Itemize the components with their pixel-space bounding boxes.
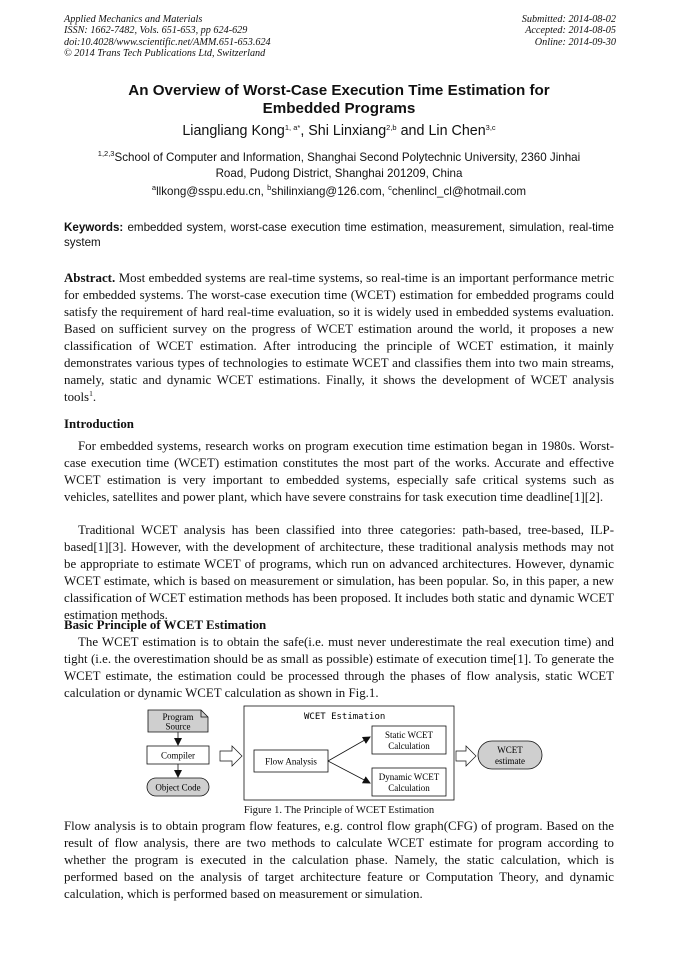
static-wcet-node	[372, 726, 446, 754]
dynamic-wcet-node	[372, 768, 446, 796]
footnote-marker: 1	[89, 389, 93, 398]
title-line-1: An Overview of Worst-Case Execution Time Estimation for	[128, 82, 550, 99]
author-3: Lin Chen	[428, 123, 486, 139]
static-wcet-label-1: Static WCET	[384, 730, 434, 740]
affiliation-line-1: School of Computer and Information, Shanghai Second Polytechnic University, 2360 Jinhai	[114, 151, 581, 164]
basic-principle-paragraph: The WCET estimation is to obtain the safe(i.e. must never underestimate the real execution time) and tight (i.e. the overestimation should be as small as possible) estimate of execution time[1]. To generate the WCET estimate, the estimation could be processed through the phases of flow analysis, static WCET calculation or dynamic WCET calculation as shown in Fig.1.	[64, 635, 614, 700]
block-arrow-in	[220, 746, 242, 766]
flow-analysis-node	[254, 750, 328, 772]
wcet-estimation-group-title: WCET Estimation	[304, 712, 386, 722]
block-arrow-out	[456, 746, 476, 766]
title-line-2: Embedded Programs	[262, 100, 416, 117]
program-source-label-2: Source	[165, 721, 191, 732]
keywords-label: Keywords:	[64, 221, 124, 234]
journal-name: Applied Mechanics and Materials	[64, 14, 203, 25]
journal-doi: doi:10.4028/www.scientific.net/AMM.651-653.624	[64, 36, 271, 48]
abstract	[64, 270, 614, 406]
paper-title	[64, 82, 614, 118]
affiliation-marker: 1,2,3	[97, 149, 115, 158]
figure-caption: Figure 1. The Principle of WCET Estimation	[243, 805, 435, 816]
date-online: Online: 2014-09-30	[534, 36, 616, 48]
introduction-paragraph-1: For embedded systems, research works on program execution time estimation began in 1980s. Worst-case execution time (WCET) estimation constitutes the most part of the works. Accurate and effective WCET estimation is very important to embedded systems, especially safe critical systems such as vehicles, satellites and power plant, which have severe constrains for task execution time deadline[1][2].	[64, 439, 614, 504]
flow-analysis-paragraph: Flow analysis is to obtain program flow features, e.g. control flow graph(CFG) of program. Based on the result of flow analysis, there are two methods to calculate WCET estimate for program according to whether the program is executed in the calculation phase. Namely, the static calculation, which is performed based on the analysis of target architecture feature or Computation Theory, and dynamic calculation, which is performed based on measurement or simulation.	[64, 819, 614, 901]
object-code-node	[147, 778, 209, 796]
email-b: shilinxiang@126.com,	[271, 185, 385, 198]
author-2-marker: 2,b	[386, 123, 397, 132]
flow-analysis-label: Flow Analysis	[265, 756, 317, 767]
email-a-marker: a	[151, 183, 157, 192]
introduction-heading: Introduction	[64, 417, 134, 431]
keywords-text: embedded system, worst-case execution time estimation, measurement, simulation, real-time system	[64, 221, 614, 249]
static-wcet-label-2: Calculation	[388, 741, 430, 751]
date-submitted: Submitted: 2014-08-02	[521, 14, 616, 25]
email-a: llkong@sspu.edu.cn,	[156, 185, 264, 198]
dynamic-wcet-label-2: Calculation	[388, 783, 430, 793]
keywords	[64, 220, 614, 250]
date-accepted: Accepted: 2014-08-05	[525, 25, 616, 37]
email-b-marker: b	[267, 183, 272, 192]
abstract-label: Abstract.	[64, 271, 116, 285]
author-2: Shi Linxiang	[308, 123, 387, 139]
author-1-marker: 1, a*	[284, 123, 301, 132]
author-conjunction: and	[400, 123, 425, 139]
introduction-paragraph-2: Traditional WCET analysis has been classified into three categories: path-based, tree-based, ILP-based[1][3]. However, with the development of architecture, these traditional analysis methods may not be appropriate to estimate WCET of programs, which run on advanced architectures. However, dynamic WCET estimate, which is based on measurement or simulation, has been popular. So, in this paper, a new classification of WCET estimation methods has been proposed. It includes both static and dynamic WCET estimation methods.	[64, 523, 614, 622]
dynamic-wcet-label-1: Dynamic WCET	[378, 772, 440, 782]
wcet-estimate-label-1: WCET	[497, 745, 523, 755]
journal-issn: ISSN: 1662-7482, Vols. 651-653, pp 624-629	[64, 25, 248, 37]
journal-copyright: © 2014 Trans Tech Publications Ltd, Switzerland	[64, 47, 266, 59]
author-emails	[64, 184, 614, 200]
program-source-node	[148, 710, 208, 732]
abstract-text: Most embedded systems are real-time systems, so real-time is an important performance metric for embedded systems. The worst-case execution time (WCET) estimation for embedded programs could satisfy the requirement of hard real-time evaluation, so it is widely used in embedded systems evaluation. Based on sufficient survey on the progress of WCET estimation around the world, it proposes a new classification of WCET estimation. After introducing the principle of WCET estimation, it mainly demonstrates various types of technologies to estimate WCET and classifies them into two main streams, namely, static and dynamic WCET estimations. Finally, it shows the development of WCET analysis tools	[64, 271, 614, 404]
abstract-end: .	[92, 390, 97, 404]
object-code-label: Object Code	[155, 782, 201, 793]
program-source-label-1: Program	[162, 712, 194, 722]
basic-principle-heading: Basic Principle of WCET Estimation	[64, 618, 267, 632]
journal-info	[64, 14, 271, 59]
wcet-estimate-node	[478, 741, 542, 769]
wcet-principle-diagram	[134, 704, 554, 804]
email-c: chenlincl_cl@hotmail.com	[391, 185, 527, 198]
compiler-node	[147, 746, 209, 764]
author-3-marker: 3,c	[485, 123, 496, 132]
compiler-label: Compiler	[161, 750, 195, 761]
affiliation	[64, 150, 614, 182]
author-list: Liangliang Kong$^{1, a*}$, Shi Linxiang$^{2,b}$ and Lin Chen$^{3,c}$	[182, 123, 496, 139]
wcet-estimate-label-2: estimate	[495, 756, 525, 766]
affiliation-line-2: Road, Pudong District, Shanghai 201209, China	[215, 167, 463, 180]
email-c-marker: c	[388, 183, 392, 192]
author-1: Liangliang Kong	[182, 123, 285, 139]
publication-dates	[522, 14, 616, 48]
